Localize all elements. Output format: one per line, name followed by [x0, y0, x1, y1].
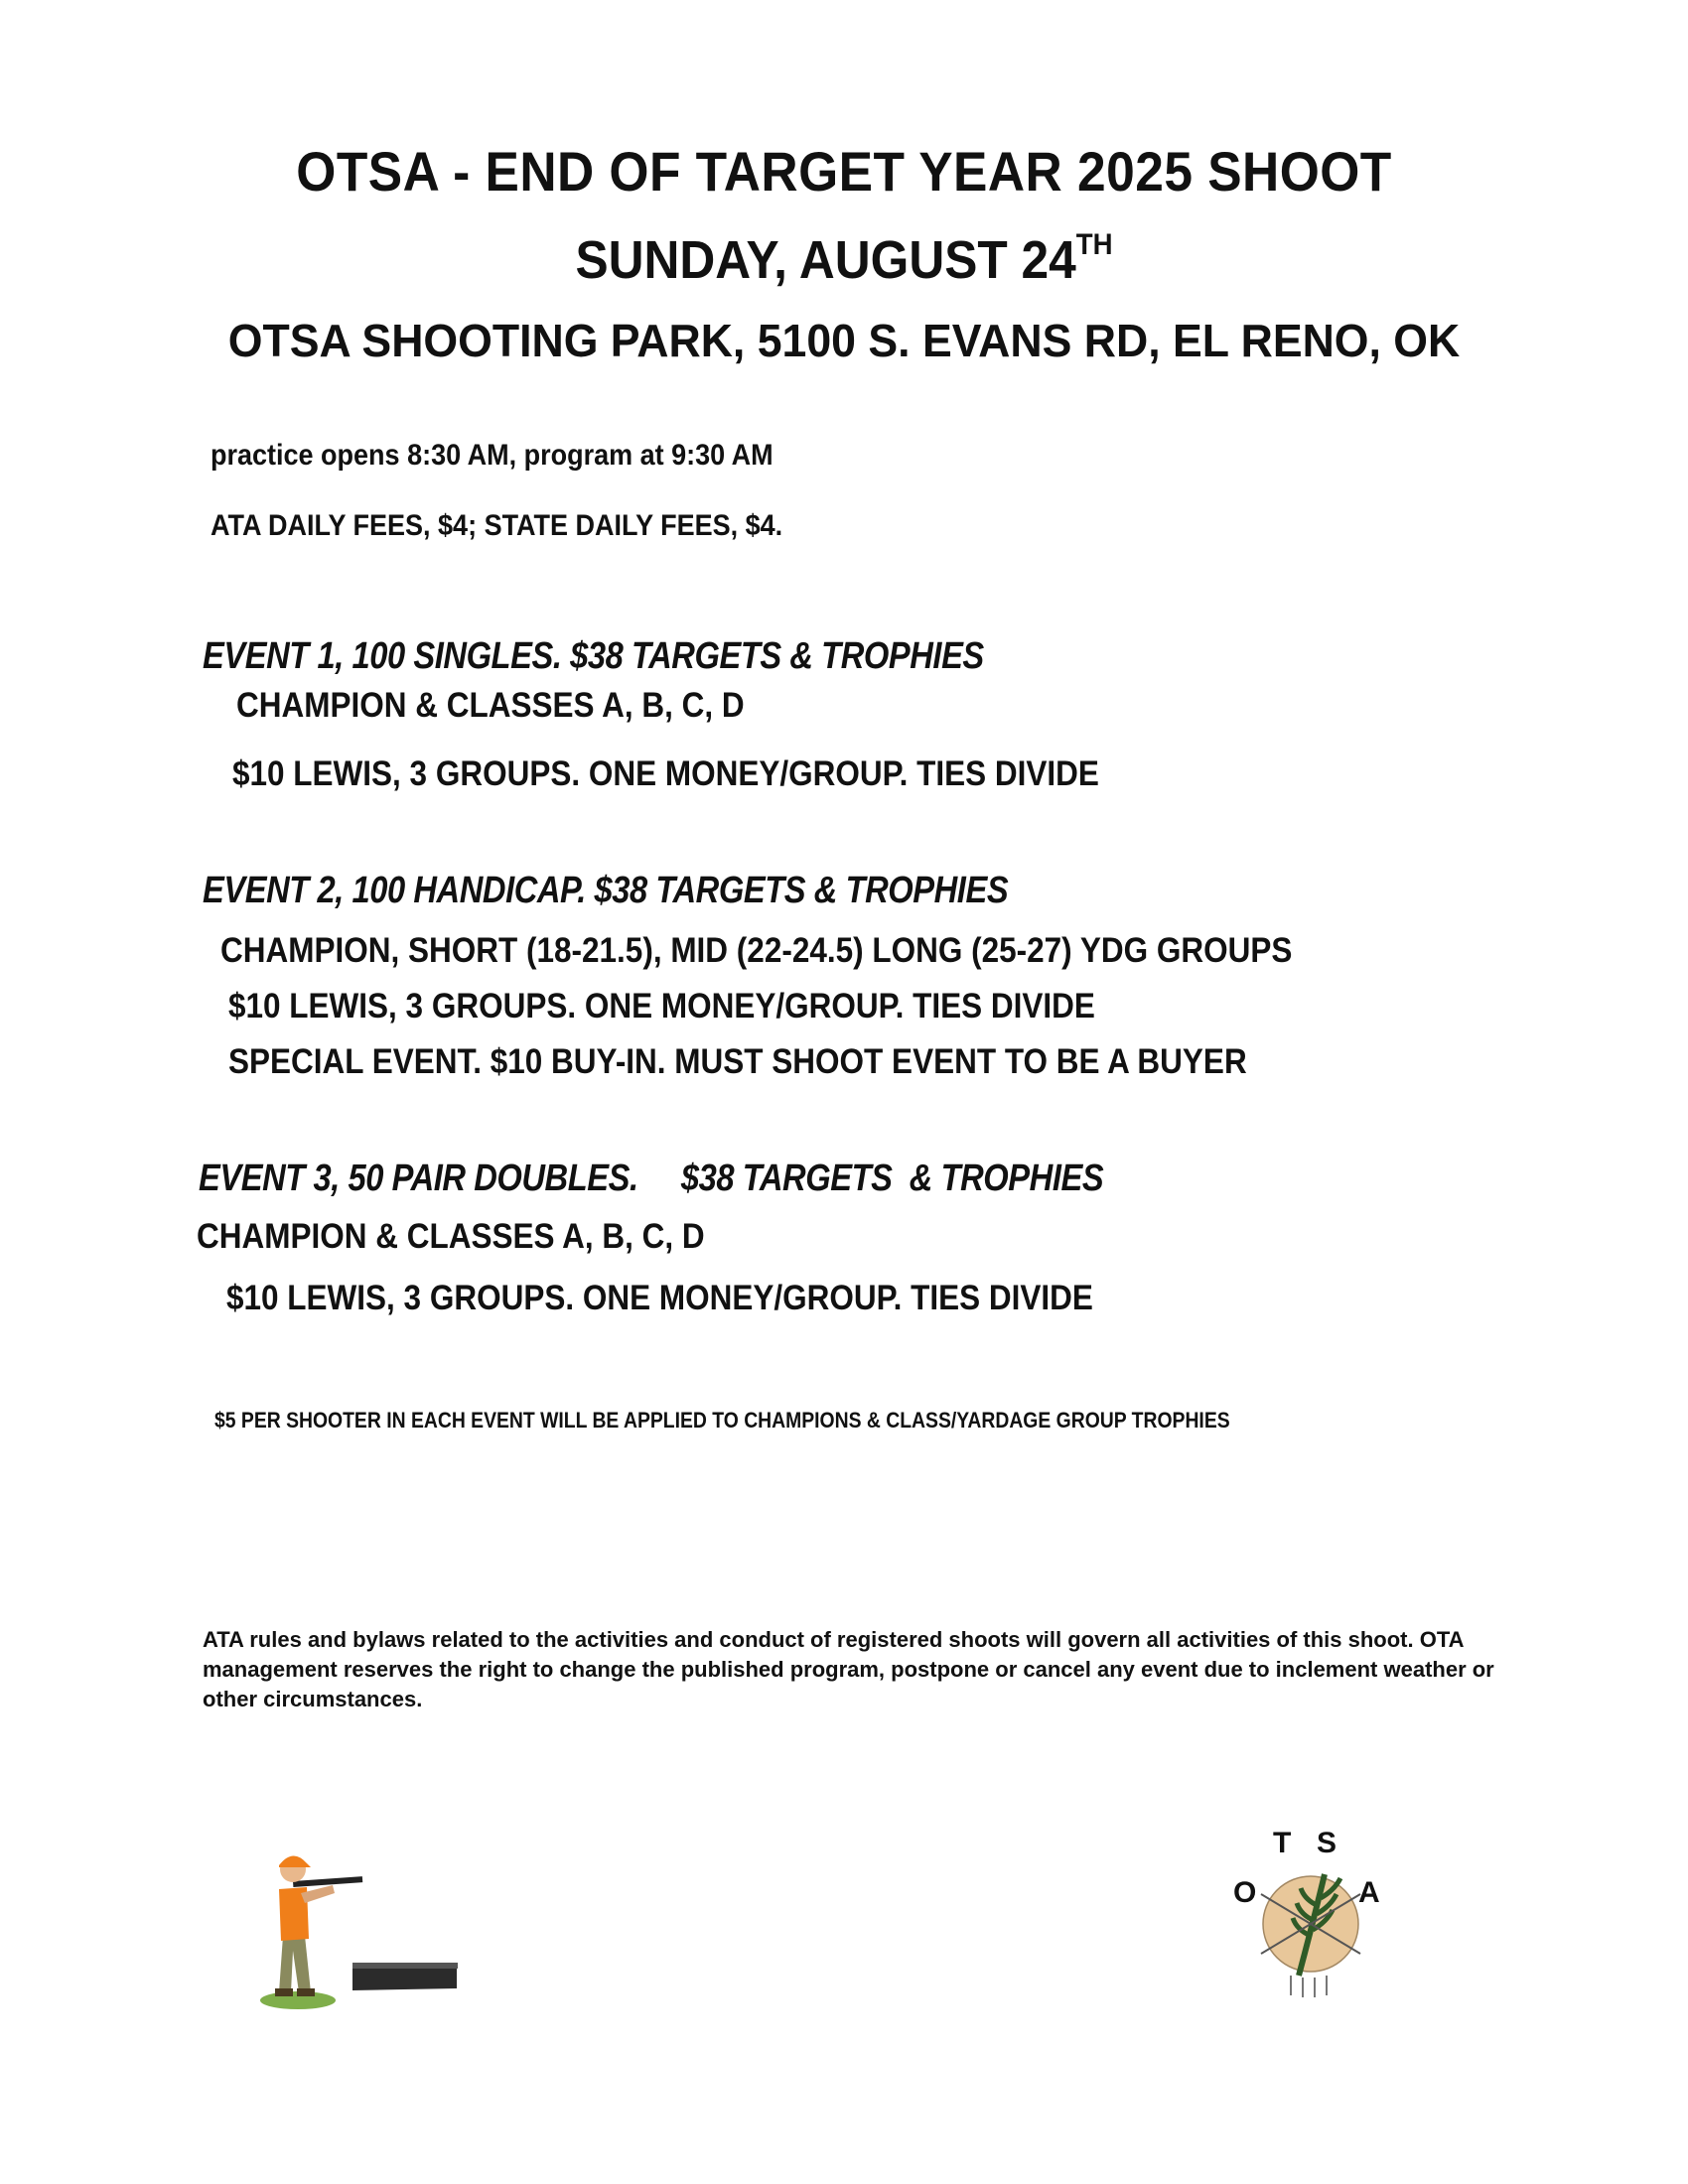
event-date — [68, 228, 1620, 291]
page-title: OTSA - END OF TARGET YEAR 2025 SHOOT — [296, 140, 1392, 203]
otsa-logo-icon — [1221, 1827, 1390, 2015]
practice-times: practice opens 8:30 AM, program at 9:30 AM — [211, 439, 774, 472]
event-3-line-2: $10 LEWIS, 3 GROUPS. ONE MONEY/GROUP. TIES DIVIDE — [226, 1279, 1093, 1317]
event-2-heading: EVENT 2, 100 HANDICAP. $38 TARGETS & TROPHIES — [203, 870, 1009, 911]
event-3-line-1: CHAMPION & CLASSES A, B, C, D — [197, 1217, 705, 1256]
event-1-line-1: CHAMPION & CLASSES A, B, C, D — [236, 686, 745, 725]
event-3-heading: EVENT 3, 50 PAIR DOUBLES. $38 TARGETS & TROPHIES — [199, 1158, 1104, 1199]
event-2-line-2: $10 LEWIS, 3 GROUPS. ONE MONEY/GROUP. TIES DIVIDE — [228, 987, 1095, 1025]
logo-letter-t: T — [1273, 1827, 1292, 1859]
event-date-main: SUNDAY, AUGUST 24 — [575, 230, 1076, 290]
logo-letter-s: S — [1317, 1827, 1337, 1859]
event-location: OTSA SHOOTING PARK, 5100 S. EVANS RD, EL RENO, OK — [227, 315, 1461, 366]
event-2-line-1: CHAMPION, SHORT (18-21.5), MID (22-24.5) LONG (25-27) YDG GROUPS — [220, 931, 1293, 970]
event-1-line-2: $10 LEWIS, 3 GROUPS. ONE MONEY/GROUP. TIES DIVIDE — [232, 754, 1099, 793]
trophy-note: $5 PER SHOOTER IN EACH EVENT WILL BE APPLIED TO CHAMPIONS & CLASS/YARDAGE GROUP TROPHIES — [214, 1408, 1230, 1433]
rules-paragraph: ATA rules and bylaws related to the activities and conduct of registered shoots will govern all activities of this shoot. OTA management reserves the right to change the published program, postpone or cancel any event due to inclement weather or other circumstances. — [203, 1627, 1494, 1711]
logo-letter-a: A — [1358, 1876, 1380, 1909]
trap-shooter-illustration — [253, 1842, 462, 2015]
event-2-line-3: SPECIAL EVENT. $10 BUY-IN. MUST SHOOT EVENT TO BE A BUYER — [228, 1042, 1247, 1081]
event-1-heading: EVENT 1, 100 SINGLES. $38 TARGETS & TROPHIES — [203, 635, 984, 677]
otsa-logo — [1221, 1827, 1390, 2015]
event-date-suffix: TH — [1075, 228, 1113, 261]
logo-letter-o: O — [1233, 1876, 1257, 1909]
daily-fees: ATA DAILY FEES, $4; STATE DAILY FEES, $4. — [211, 509, 783, 542]
trap-shooter-icon — [253, 1842, 462, 2015]
